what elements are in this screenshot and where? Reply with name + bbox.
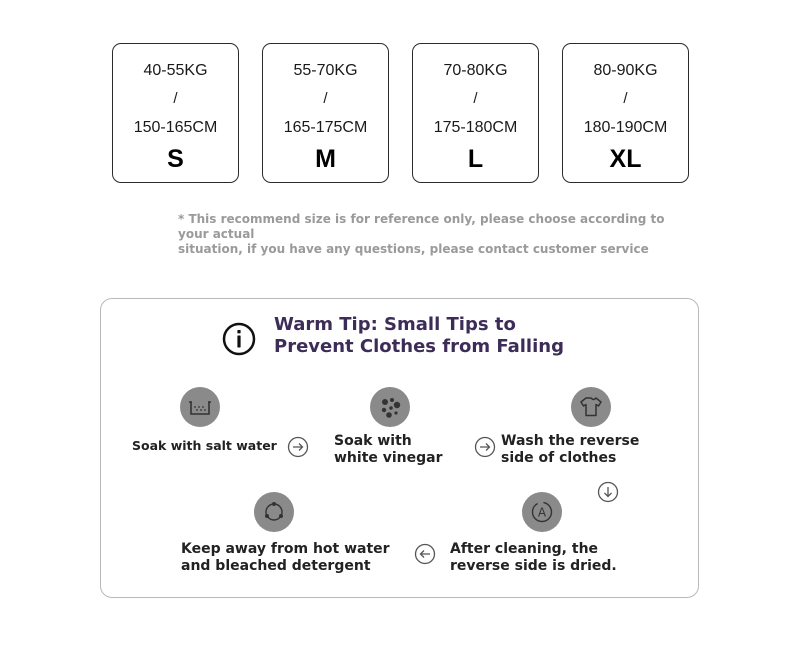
step-dry-line-1: After cleaning, the — [450, 541, 599, 557]
disclaimer-line-1: * This recommend size is for reference only, please choose according to your actual — [178, 212, 665, 241]
size-card-l — [412, 43, 539, 183]
svg-text:A: A — [537, 505, 547, 520]
step-vinegar-line-1: Soak with — [334, 433, 412, 449]
step-reverse-wash-line-1: Wash the reverse — [501, 433, 640, 449]
weight-range: 40-55KG — [143, 62, 208, 79]
separator: / — [473, 90, 478, 107]
size-card-m — [262, 43, 389, 183]
separator: / — [323, 90, 328, 107]
separator: / — [173, 90, 178, 107]
tip-title — [274, 314, 564, 358]
size-label: M — [315, 145, 336, 173]
disclaimer-line-2: situation, if you have any questions, please contact customer service — [178, 242, 649, 256]
vinegar-bubbles-icon — [370, 387, 410, 427]
size-label: XL — [609, 145, 642, 173]
drying-icon — [522, 492, 562, 532]
height-range: 175-180CM — [433, 119, 518, 136]
height-range: 150-165CM — [133, 119, 218, 136]
separator: / — [623, 90, 628, 107]
shirt-icon — [571, 387, 611, 427]
step-vinegar-line-2: white vinegar — [334, 450, 443, 466]
arrow-down-icon — [597, 481, 619, 503]
weight-range: 55-70KG — [293, 62, 358, 79]
arrow-right-icon — [287, 436, 309, 458]
step-reverse-wash-label — [501, 433, 639, 467]
step-dry-line-2: reverse side is dried. — [450, 558, 617, 574]
step-avoid-line-2: and bleached detergent — [181, 558, 371, 574]
step-avoid-hot-water-label — [181, 541, 390, 575]
tip-title-line-1: Warm Tip: Small Tips to — [274, 314, 516, 335]
info-icon — [222, 322, 256, 356]
step-reverse-wash-line-2: side of clothes — [501, 450, 617, 466]
size-label: L — [467, 145, 484, 173]
weight-range: 70-80KG — [443, 62, 508, 79]
arrow-right-icon — [474, 436, 496, 458]
height-range: 165-175CM — [283, 119, 368, 136]
weight-range: 80-90KG — [593, 62, 658, 79]
size-disclaimer — [178, 212, 698, 257]
step-vinegar-label — [334, 433, 443, 467]
size-card-s — [112, 43, 239, 183]
step-salt-water-label: Soak with salt water — [132, 438, 277, 453]
step-dry-label — [450, 541, 617, 575]
recycle-cycle-icon — [254, 492, 294, 532]
arrow-left-icon — [414, 543, 436, 565]
size-card-xl — [562, 43, 689, 183]
size-label: S — [167, 145, 184, 173]
step-avoid-line-1: Keep away from hot water — [181, 541, 390, 557]
height-range: 180-190CM — [583, 119, 668, 136]
tip-title-line-2: Prevent Clothes from Falling — [274, 336, 564, 357]
salt-water-soak-icon — [180, 387, 220, 427]
